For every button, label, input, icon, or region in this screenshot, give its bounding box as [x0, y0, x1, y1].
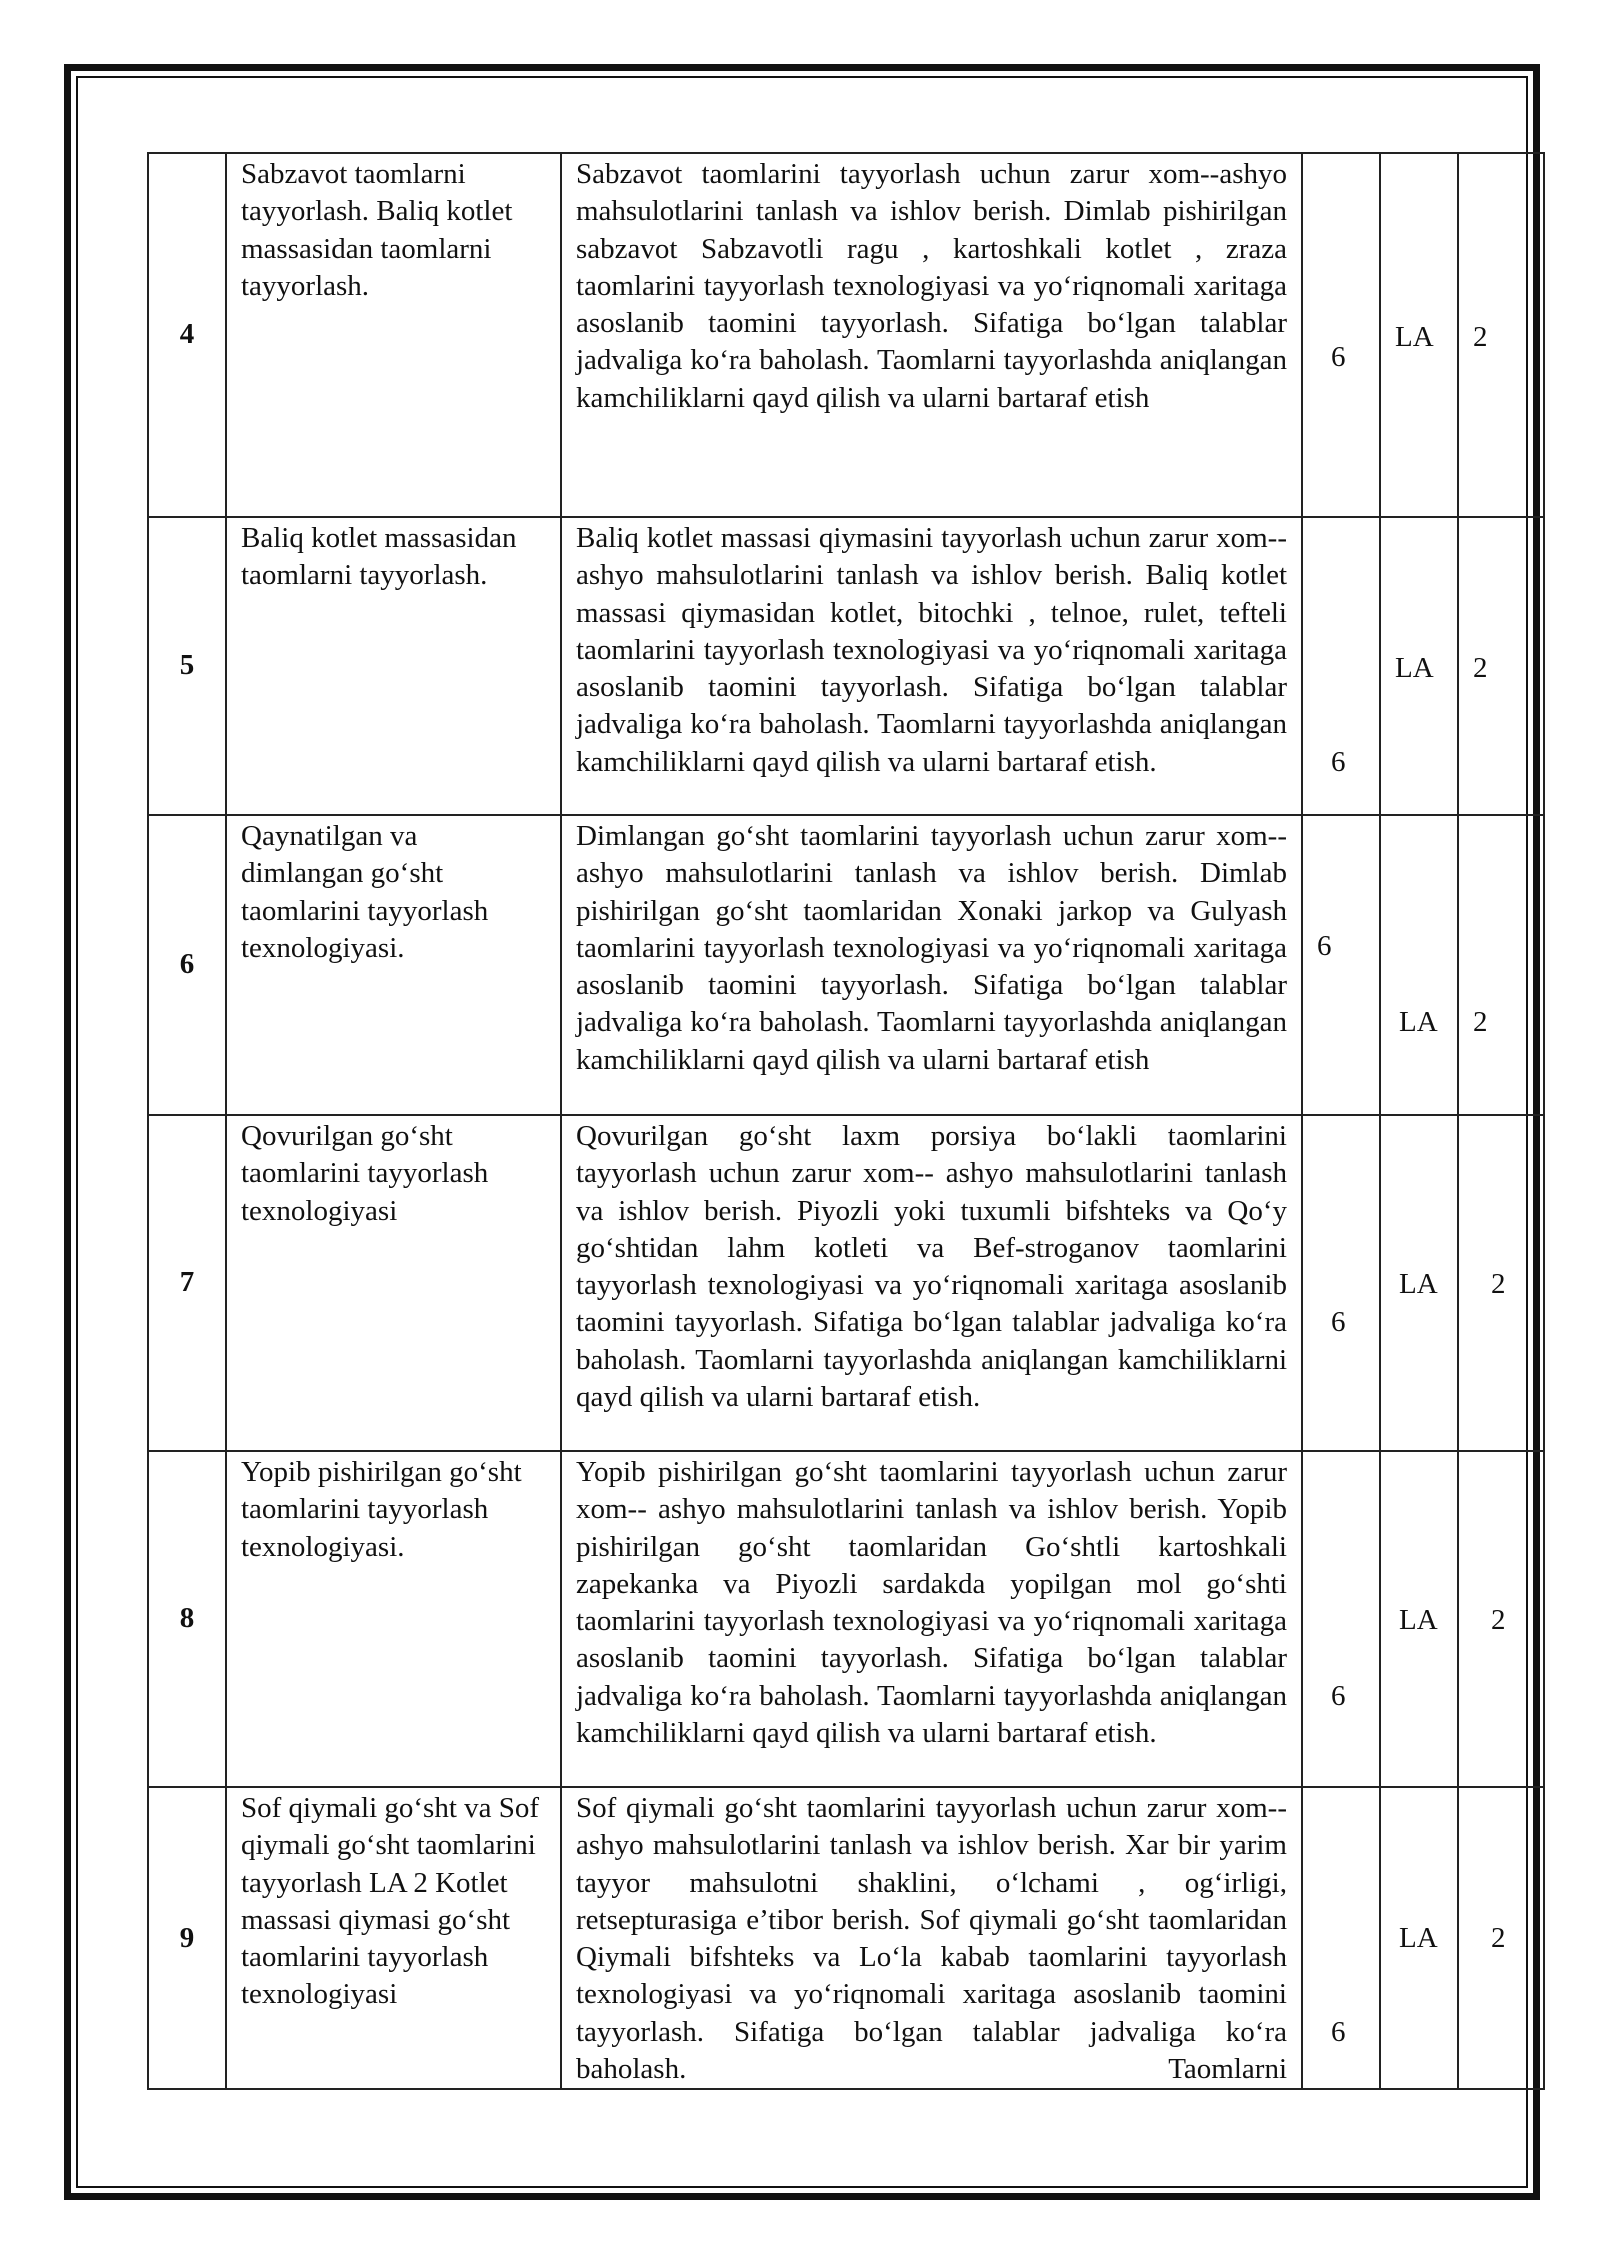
hours-cell	[1302, 815, 1380, 1115]
topic-cell: Qaynatilgan va dimlangan go‘sht taomlarini tayyorlash texnologiyasi.	[226, 815, 561, 1115]
topic-cell: Baliq kotlet massasidan taomlarni tayyorlash.	[226, 517, 561, 815]
form-value: LA	[1399, 1006, 1438, 1038]
table-row	[148, 815, 1544, 1115]
hours-value: 6	[1331, 746, 1346, 778]
topic-cell: Sabzavot taomlarni tayyorlash. Baliq kotlet massasidan taomlarni tayyorlash.	[226, 153, 561, 517]
hours-cell	[1302, 517, 1380, 815]
form-cell	[1380, 1115, 1458, 1451]
hours-cell	[1302, 1787, 1380, 2089]
table-row	[148, 153, 1544, 517]
table-row	[148, 517, 1544, 815]
hours-value: 6	[1331, 2016, 1346, 2048]
row-number: 5	[148, 517, 226, 815]
hours-value: 6	[1317, 930, 1332, 962]
credit-value: 2	[1491, 1604, 1506, 1636]
description-cell: Qovurilgan go‘sht laxm porsiya bo‘lakli taomlarini tayyorlash uchun zarur xom-- ashyo mahsulotlarini tanlash va ishlov berish. Piyozli yoki tuxumli bifshteks va Qo‘y go‘shtidan lahm kotleti va Bef-stroganov taomlarini tayyorlash texnologiyasi va yo‘riqnomali xaritaga asoslanib taomini tayyorlash. Sifatiga bo‘lgan talablar jadvaliga ko‘ra baholash. Taomlarni tayyorlashda aniqlangan kamchiliklarni qayd qilish va ularni bartaraf etish.	[561, 1115, 1302, 1451]
description-cell: Sabzavot taomlarini tayyorlash uchun zarur xom--ashyo mahsulotlarini tanlash va ishlov berish. Dimlab pishirilgan sabzavot Sabzavotli ragu , kartoshkali kotlet , zraza taomlarini tayyorlash texnologiyasi va yo‘riqnomali xaritaga asoslanib taomini tayyorlash. Sifatiga bo‘lgan talablar jadvaliga ko‘ra baholash. Taomlarni tayyorlashda aniqlangan kamchiliklarni qayd qilish va ularni bartaraf etish	[561, 153, 1302, 517]
credit-value: 2	[1473, 321, 1488, 353]
credit-cell	[1458, 517, 1544, 815]
form-value: LA	[1399, 1268, 1438, 1300]
credit-value: 2	[1491, 1922, 1506, 1954]
table-row	[148, 1115, 1544, 1451]
credit-value: 2	[1473, 1006, 1488, 1038]
credit-value: 2	[1473, 652, 1488, 684]
credit-cell	[1458, 153, 1544, 517]
form-cell	[1380, 153, 1458, 517]
hours-cell	[1302, 1115, 1380, 1451]
credit-value: 2	[1491, 1268, 1506, 1300]
row-number: 7	[148, 1115, 226, 1451]
hours-value: 6	[1331, 341, 1346, 373]
form-cell	[1380, 1787, 1458, 2089]
credit-cell	[1458, 1115, 1544, 1451]
topic-cell: Qovurilgan go‘sht taomlarini tayyorlash texnologiyasi	[226, 1115, 561, 1451]
credit-cell	[1458, 1787, 1544, 2089]
topic-cell: Yopib pishirilgan go‘sht taomlarini tayyorlash texnologiyasi.	[226, 1451, 561, 1787]
description-cell: Dimlangan go‘sht taomlarini tayyorlash uchun zarur xom-- ashyo mahsulotlarini tanlash va ishlov berish. Dimlab pishirilgan go‘sht taomlaridan Xonaki jarkop va Gulyash taomlarini tayyorlash texnologiyasi va yo‘riqnomali xaritaga asoslanib taomini tayyorlash. Sifatiga bo‘lgan talablar jadvaliga ko‘ra baholash. Taomlarni tayyorlashda aniqlangan kamchiliklarni qayd qilish va ularni bartaraf etish	[561, 815, 1302, 1115]
form-cell	[1380, 1451, 1458, 1787]
description-cell: Sof qiymali go‘sht taomlarini tayyorlash uchun zarur xom-- ashyo mahsulotlarini tanlash va ishlov berish. Xar bir yarim tayyor mahsulotni shaklini, o‘lchami , og‘irligi, retsepturasiga e’tibor berish. Sof qiymali go‘sht taomlaridan Qiymali bifshteks va Lo‘la kabab taomlarini tayyorlash texnologiyasi va yo‘riqnomali xaritaga asoslanib taomini tayyorlash. Sifatiga bo‘lgan talablar jadvaliga ko‘ra baholash. Taomlarni	[561, 1787, 1302, 2089]
table-row	[148, 1451, 1544, 1787]
hours-cell	[1302, 1451, 1380, 1787]
topic-cell: Sof qiymali go‘sht va Sof qiymali go‘sht taomlarini tayyorlash LA 2 Kotlet massasi qiymasi go‘sht taomlarini tayyorlash texnologiyasi	[226, 1787, 561, 2089]
form-value: LA	[1395, 652, 1434, 684]
form-value: LA	[1399, 1922, 1438, 1954]
row-number: 6	[148, 815, 226, 1115]
form-value: LA	[1395, 321, 1434, 353]
credit-cell	[1458, 815, 1544, 1115]
hours-cell	[1302, 153, 1380, 517]
form-value: LA	[1399, 1604, 1438, 1636]
form-cell	[1380, 815, 1458, 1115]
form-cell	[1380, 517, 1458, 815]
description-cell: Yopib pishirilgan go‘sht taomlarini tayyorlash uchun zarur xom-- ashyo mahsulotlarini tanlash va ishlov berish. Yopib pishirilgan go‘sht taomlaridan Go‘shtli kartoshkali zapekanka va Piyozli sardakda yopilgan mol go‘shti taomlarini tayyorlash texnologiyasi va yo‘riqnomali xaritaga asoslanib taomini tayyorlash. Sifatiga bo‘lgan talablar jadvaliga ko‘ra baholash. Taomlarni tayyorlashda aniqlangan kamchiliklarni qayd qilish va ularni bartaraf etish.	[561, 1451, 1302, 1787]
row-number: 9	[148, 1787, 226, 2089]
row-number: 4	[148, 153, 226, 517]
description-cell: Baliq kotlet massasi qiymasini tayyorlash uchun zarur xom-- ashyo mahsulotlarini tanlash va ishlov berish. Baliq kotlet massasi qiymasidan kotlet, bitochki , telnoe, rulet, tefteli taomlarini tayyorlash texnologiyasi va yo‘riqnomali xaritaga asoslanib taomini tayyorlash. Sifatiga bo‘lgan talablar jadvaliga ko‘ra baholash. Taomlarni tayyorlashda aniqlangan kamchiliklarni qayd qilish va ularni bartaraf etish.	[561, 517, 1302, 815]
row-number: 8	[148, 1451, 226, 1787]
lesson-plan-table	[147, 152, 1545, 2090]
hours-value: 6	[1331, 1306, 1346, 1338]
hours-value: 6	[1331, 1680, 1346, 1712]
table-row	[148, 1787, 1544, 2089]
credit-cell	[1458, 1451, 1544, 1787]
